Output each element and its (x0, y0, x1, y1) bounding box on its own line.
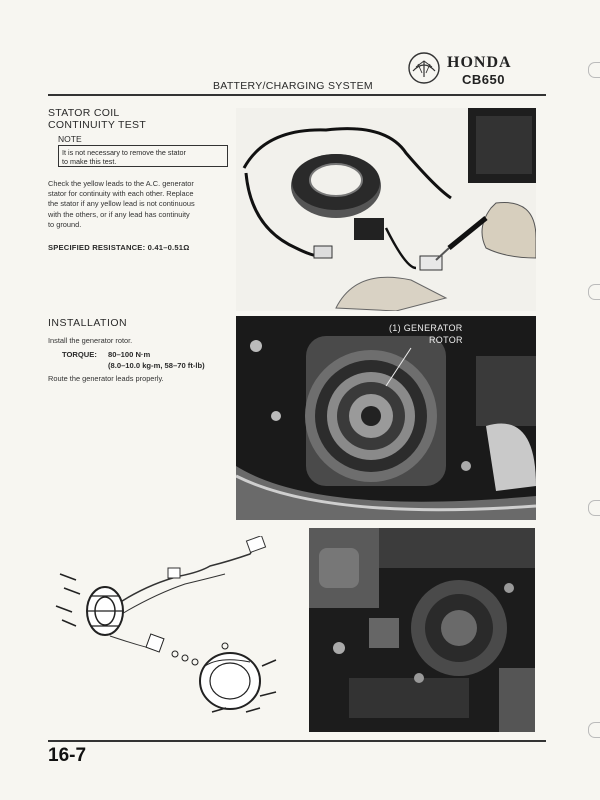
instruction-line: the stator if any yellow lead is not continuous (48, 199, 195, 209)
exploded-generator-diagram (50, 536, 290, 721)
route-leads-text: Route the generator leads properly. (48, 374, 164, 383)
instruction-line: with the others, or if any lead has continuity (48, 209, 190, 219)
torque-label: TORQUE: (62, 350, 97, 359)
stator-test-photo (236, 108, 536, 311)
note-line1: It is not necessary to remove the stator (62, 148, 186, 157)
engine-rotor-installed-photo (309, 528, 535, 732)
model-name: CB650 (462, 72, 505, 87)
generator-rotor-photo (236, 316, 536, 520)
footer-rule (48, 740, 546, 742)
torque-value-alt: (8.0–10.0 kg-m, 58–70 ft-lb) (108, 361, 205, 370)
instruction-line: to ground. (48, 219, 82, 229)
instruction-line: stator for continuity with each other. Replace (48, 189, 194, 199)
stator-title-line2: CONTINUITY TEST (48, 119, 147, 131)
install-rotor-text: Install the generator rotor. (48, 336, 133, 345)
header-rule (48, 94, 546, 96)
stator-test-illustration (236, 108, 536, 311)
generator-rotor-callout (389, 322, 463, 346)
specified-resistance: SPECIFIED RESISTANCE: 0.41–0.51Ω (48, 243, 190, 252)
torque-value-nm: 80–100 N·m (108, 350, 151, 359)
callout-line1: (1) GENERATOR (389, 323, 463, 333)
binder-hole (588, 722, 600, 738)
installation-title: INSTALLATION (48, 317, 128, 329)
note-line2: to make this test. (62, 157, 117, 166)
callout-line2: ROTOR (429, 335, 463, 345)
honda-wing-logo (407, 51, 441, 85)
section-title: BATTERY/CHARGING SYSTEM (213, 80, 373, 92)
note-box (58, 145, 228, 167)
engine-illustration (309, 528, 535, 732)
binder-hole (588, 284, 600, 300)
note-label: NOTE (58, 134, 82, 144)
brand-name: HONDA (447, 54, 512, 71)
stator-instructions (48, 179, 234, 230)
stator-title-line1: STATOR COIL (48, 107, 120, 119)
instruction-line: Check the yellow leads to the A.C. generator (48, 179, 194, 188)
binder-hole (588, 62, 600, 78)
page-number: 16-7 (48, 745, 87, 766)
binder-hole (588, 500, 600, 516)
generator-rotor-illustration (236, 316, 536, 520)
